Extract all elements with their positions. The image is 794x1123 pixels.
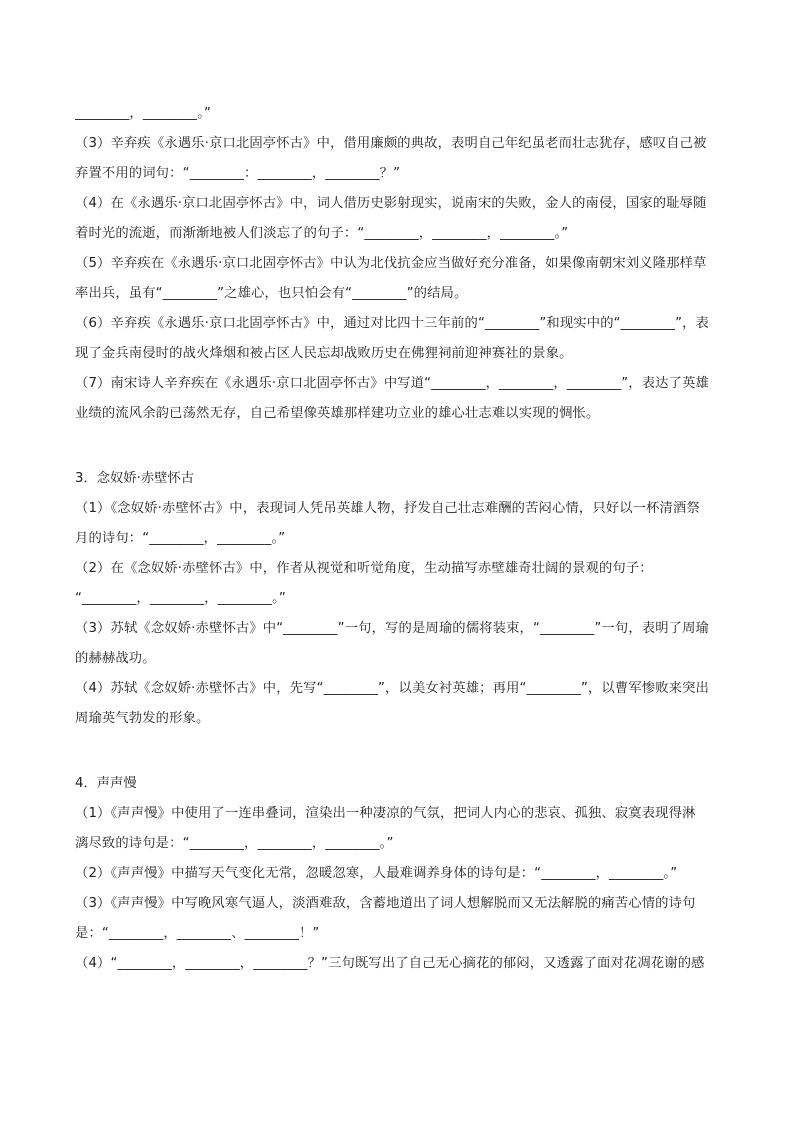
s4-question-4-line-1: （4）“________，________，________？”三句既写出了自己无心摘花的郁闷，又透露了面对花凋花谢的感 [75,956,705,971]
s3-question-4-line-2: 周瑜英气勃发的形象。 [75,711,210,726]
s3-question-2-line-1: （2）在《念奴娇·赤壁怀古》中，作者从视觉和听觉角度，生动描写赤壁雄奇壮阔的景观的句子： [75,561,653,576]
s3-question-4-line-1: （4）苏轼《念奴娇·赤壁怀古》中，先写“________”，以美女衬英雄；再用“________”，以曹军惨败来突出 [75,681,710,696]
s4-question-3-line-2: 是：“________，________、________！” [75,926,320,941]
s4-question-2-line-1: （2）《声声慢》中描写天气变化无常，忽暖忽寒，人最难调养身体的诗句是：“________，________。” [75,866,678,881]
section-gap [75,734,721,769]
question-5-line-2: 率出兵，虽有“________”之雄心，也只怕会有“________”的结局。 [75,286,468,301]
question-7-line-2: 业绩的流风余韵已荡然无存，自己希望像英雄那样建功立业的雄心壮志难以实现的惆怅。 [75,406,600,421]
question-6-line-2: 现了金兵南侵时的战火烽烟和被占区人民忘却战败历史在佛狸祠前迎神赛社的景象。 [75,346,573,361]
question-4-line-2: 着时光的流逝，而渐渐地被人们淡忘了的句子：“________，________，________。” [75,226,569,241]
question-5-line-1: （5）辛弃疾在《永遇乐·京口北固亭怀古》中认为北伐抗金应当做好充分准备，如果像南朝宋刘义隆那样草 [75,256,707,271]
s3-question-3-line-1: （3）苏轼《念奴娇·赤壁怀古》中“________”一句，写的是周瑜的儒将装束，“________”一句，表明了周瑜 [75,621,710,636]
s3-question-2-line-2: “________，________，________。” [75,591,286,606]
s3-question-3-line-2: 的赫赫战功。 [75,651,156,666]
section-2-continued [75,99,721,429]
question-3-line-2: 弃置不用的词句：“________：________，________？” [75,166,401,181]
s4-question-3-line-1: （3）《声声慢》中写晚风寒气逼人，淡酒难敌，含蓄地道出了词人想解脱而又无法解脱的痛苦心情的诗句 [75,896,696,911]
section-gap [75,429,721,464]
section-4-title: 4．声声慢 [75,776,137,791]
section-3-title: 3．念奴娇·赤壁怀古 [75,471,195,486]
question-6-line-1: （6）辛弃疾《永遇乐·京口北固亭怀古》中，通过对比四十三年前的“________”和现实中的“________”，表 [75,316,710,331]
text-line: ________，________。” [75,106,212,121]
question-7-line-1: （7）南宋诗人辛弃疾在《永遇乐·京口北固亭怀古》中写道“________，________，________”，表达了英雄 [75,376,709,391]
question-4-line-1: （4）在《永遇乐·京口北固亭怀古》中，词人借历史影射现实，说南宋的失败，金人的南侵，国家的耻辱随 [75,196,707,211]
s3-question-1-line-2: 月的诗句：“________，________。” [75,531,286,546]
s4-question-1-line-1: （1）《声声慢》中使用了一连串叠词，渲染出一种凄凉的气氛，把词人内心的悲哀、孤独、寂寞表现得淋 [75,806,696,821]
section-3 [75,464,721,734]
section-4 [75,769,721,979]
question-3-line-1: （3）辛弃疾《永遇乐·京口北固亭怀古》中，借用廉颇的典故，表明自己年纪虽老而壮志犹存，感叹自己被 [75,136,707,151]
s3-question-1-line-1: （1）《念奴娇·赤壁怀古》中，表现词人凭吊英雄人物，抒发自己壮志难酬的苦闷心情，只好以一杯清酒祭 [75,501,700,516]
s4-question-1-line-2: 漓尽致的诗句是：“________，________，________。” [75,836,394,851]
